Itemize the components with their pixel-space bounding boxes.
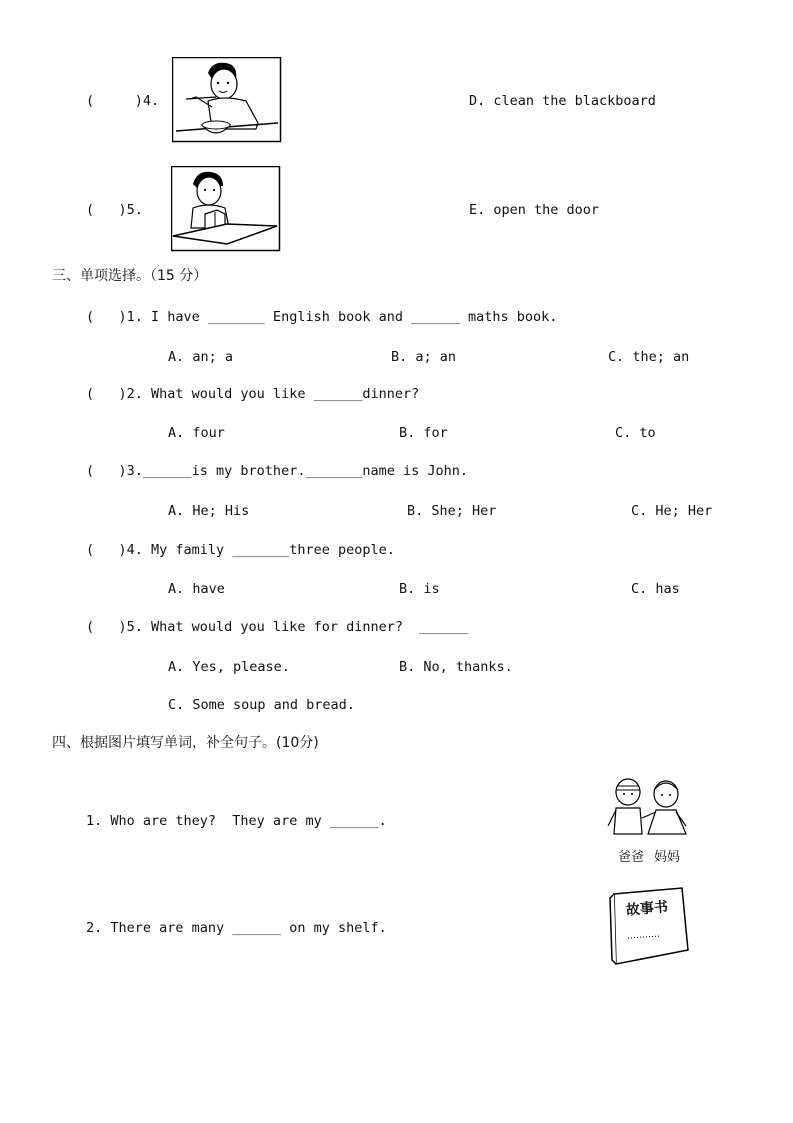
question-1-stem: ( )1. I have _______ English book and ______ maths book. [86, 309, 558, 325]
question-4-option-b: B. is [399, 581, 440, 597]
match-item-4-prefix: ( )4. [86, 93, 160, 109]
question-2-option-b: B. for [399, 425, 448, 441]
question-1-option-c: C. the; an [608, 349, 690, 365]
boy-reading-icon [171, 166, 281, 252]
question-1-option-b: B. a; an [391, 349, 457, 365]
question-4-stem: ( )4. My family _______three people. [86, 542, 395, 558]
question-2-option-a: A. four [168, 425, 225, 441]
question-2-stem: ( )2. What would you like ______dinner? [86, 386, 420, 402]
parents-label-dad: 爸爸 [618, 850, 645, 865]
match-option-e: E. open the door [469, 202, 600, 218]
question-3-option-a: A. He; His [168, 503, 250, 519]
section-3-heading: 三、单项选择。（15 分） [52, 268, 208, 284]
question-1-option-a: A. an; a [168, 349, 234, 365]
question-3-stem: ( )3.______is my brother._______name is John. [86, 463, 469, 479]
question-5-stem: ( )5. What would you like for dinner? ______ [86, 619, 469, 635]
storybook-icon [608, 886, 692, 968]
match-item-5-prefix: ( )5. [86, 202, 143, 218]
question-5-option-c: C. Some soup and bread. [168, 697, 355, 713]
parents-icon [604, 772, 696, 844]
fill-item-1: 1. Who are they? They are my ______. [86, 813, 387, 829]
question-5-option-b: B. No, thanks. [399, 659, 513, 675]
question-5-option-a: A. Yes, please. [168, 659, 290, 675]
question-4-option-a: A. have [168, 581, 225, 597]
question-3-option-c: C. He; Her [631, 503, 713, 519]
question-4-option-c: C. has [631, 581, 680, 597]
fill-item-2: 2. There are many ______ on my shelf. [86, 920, 387, 936]
storybook-label: 故事书 [625, 899, 669, 919]
parents-label-mom: 妈妈 [654, 850, 681, 865]
boy-eating-icon [172, 57, 282, 143]
section-4-heading: 四、根据图片填写单词，补全句子。(10分) [52, 735, 319, 751]
match-option-d: D. clean the blackboard [469, 93, 656, 109]
question-3-option-b: B. She; Her [407, 503, 497, 519]
question-2-option-c: C. to [615, 425, 656, 441]
